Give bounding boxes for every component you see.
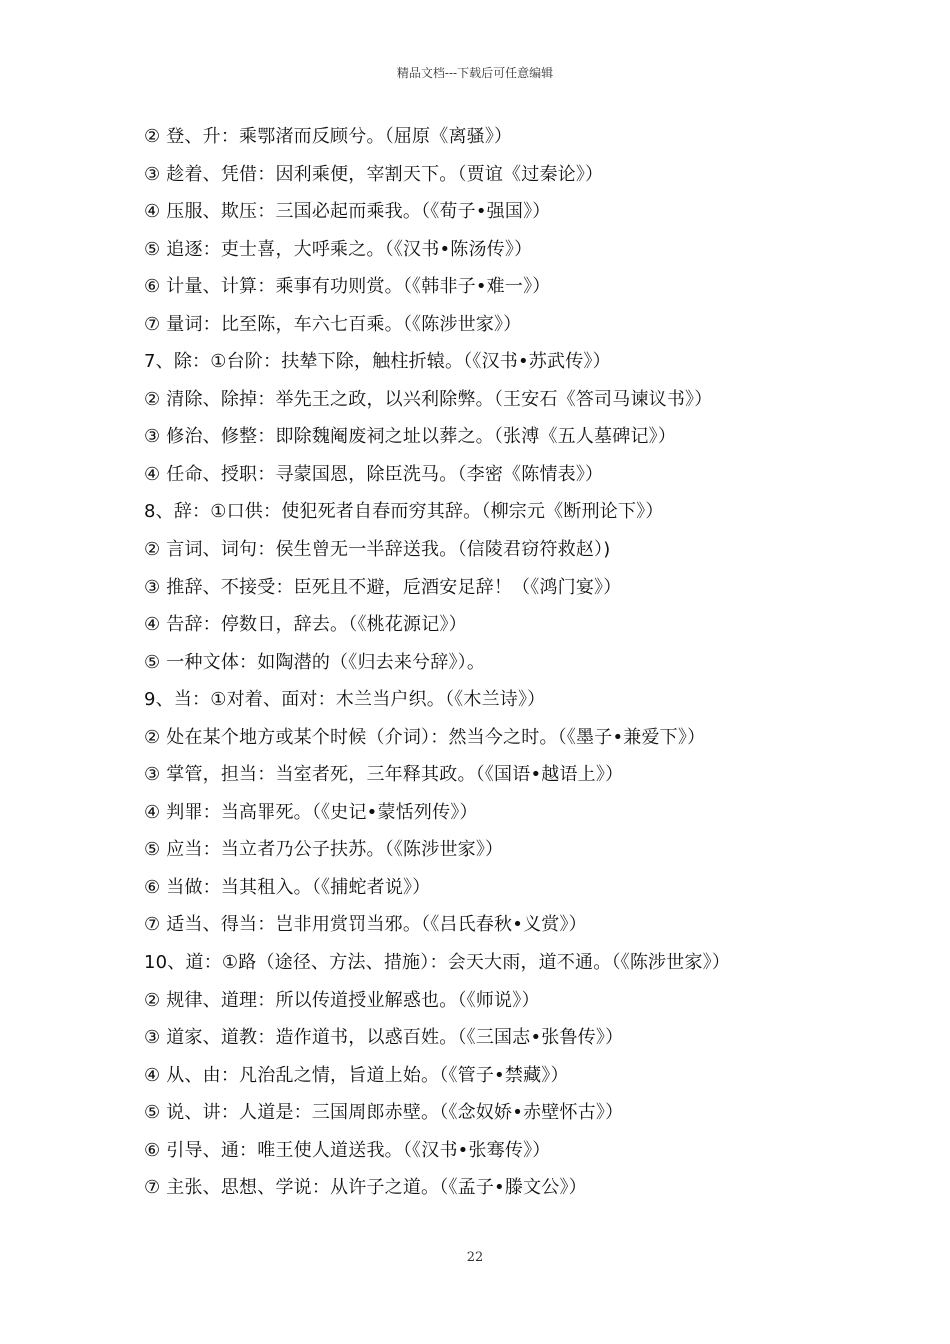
text-line: ⑤ 应当：当立者乃公子扶苏。（《陈涉世家》） [144,839,504,861]
text-line: ⑥ 当做：当其租入。（《捕蛇者说》） [144,876,431,898]
text-line: ③ 趁着、凭借：因利乘便，宰割天下。（贾谊《过秦论》） [144,163,604,185]
text-line: ⑥ 计量、计算：乘事有功则赏。（《韩非子•难一》） [144,276,551,298]
document-body [144,118,844,1207]
text-line: ④ 判罪：当高罪死。（《史记•蒙恬列传》） [144,801,478,823]
text-line: ② 规律、道理：所以传道授业解惑也。（《师说》） [144,989,540,1011]
text-line: ⑤ 追逐：吏士喜，大呼乘之。（《汉书•陈汤传》） [144,238,533,260]
text-line: ④ 压服、欺压：三国必起而乘我。（《荀子•强国》） [144,201,551,223]
text-line: ③ 道家、道教：造作道书，以惑百姓。（《三国志•张鲁传》） [144,1027,624,1049]
page-number: 22 [466,1250,484,1265]
page-header: 精品文档---下载后可任意编辑 [396,66,554,80]
text-line: ② 登、升：乘鄂渚而反顾兮。（屈原《离骚》） [144,126,513,147]
text-line: ⑦ 量词：比至陈，车六七百乘。（《陈涉世家》） [144,313,522,335]
text-line: ② 清除、除掉：举先王之政，以兴利除弊。（王安石《答司马谏议书》） [144,388,713,410]
text-line: ③ 修治、修整：即除魏阉废祠之址以葬之。（张溥《五人墓碑记》） [144,426,677,448]
text-line: ③ 推辞、不接受：臣死且不避，卮酒安足辞！（《鸿门宴》） [144,576,622,598]
text-line: 9、当：①对着、面对：木兰当户织。（《木兰诗》） [144,689,546,711]
text-line: ② 言词、词句：侯生曾无一半辞送我。（信陵君窃符救赵）) [144,539,611,561]
text-line: 10、道：①路（途径、方法、措施）：会天大雨，道不通。（《陈涉世家》） [144,952,731,974]
text-line: ⑤ 说、讲：人道是：三国周郎赤壁。（《念奴娇•赤壁怀古》） [144,1102,624,1124]
text-line: ④ 从、由：凡治乱之情，旨道上始。（《管子•禁藏》） [144,1064,569,1086]
text-line: ② 处在某个地方或某个时候（介词）：然当今之时。（《墨子•兼爱下》） [144,726,706,748]
text-line: 8、辞：①口供：使犯死者自春而穷其辞。（柳宗元《断刑论下》） [144,501,664,523]
text-line: ④ 告辞：停数日，辞去。（《桃花源记》） [144,614,467,636]
text-line: ③ 掌管，担当：当室者死，三年释其政。（《国语•越语上》） [144,764,624,786]
text-line: ⑦ 主张、思想、学说：从许子之道。（《孟子•滕文公》） [144,1177,587,1199]
text-line: ④ 任命、授职：寻蒙国恩，除臣洗马。（李密《陈情表》） [144,463,604,485]
text-line: ⑤ 一种文体：如陶潜的（《归去来兮辞》）。 [144,651,486,673]
text-line: 7、除：①台阶：扶辇下除，触柱折辕。（《汉书•苏武传》） [144,351,611,373]
text-line: ⑥ 引导、通：唯王使人道送我。（《汉书•张骞传》） [144,1139,551,1161]
text-line: ⑦ 适当、得当：岂非用赏罚当邪。（《吕氏春秋•义赏》） [144,914,587,936]
